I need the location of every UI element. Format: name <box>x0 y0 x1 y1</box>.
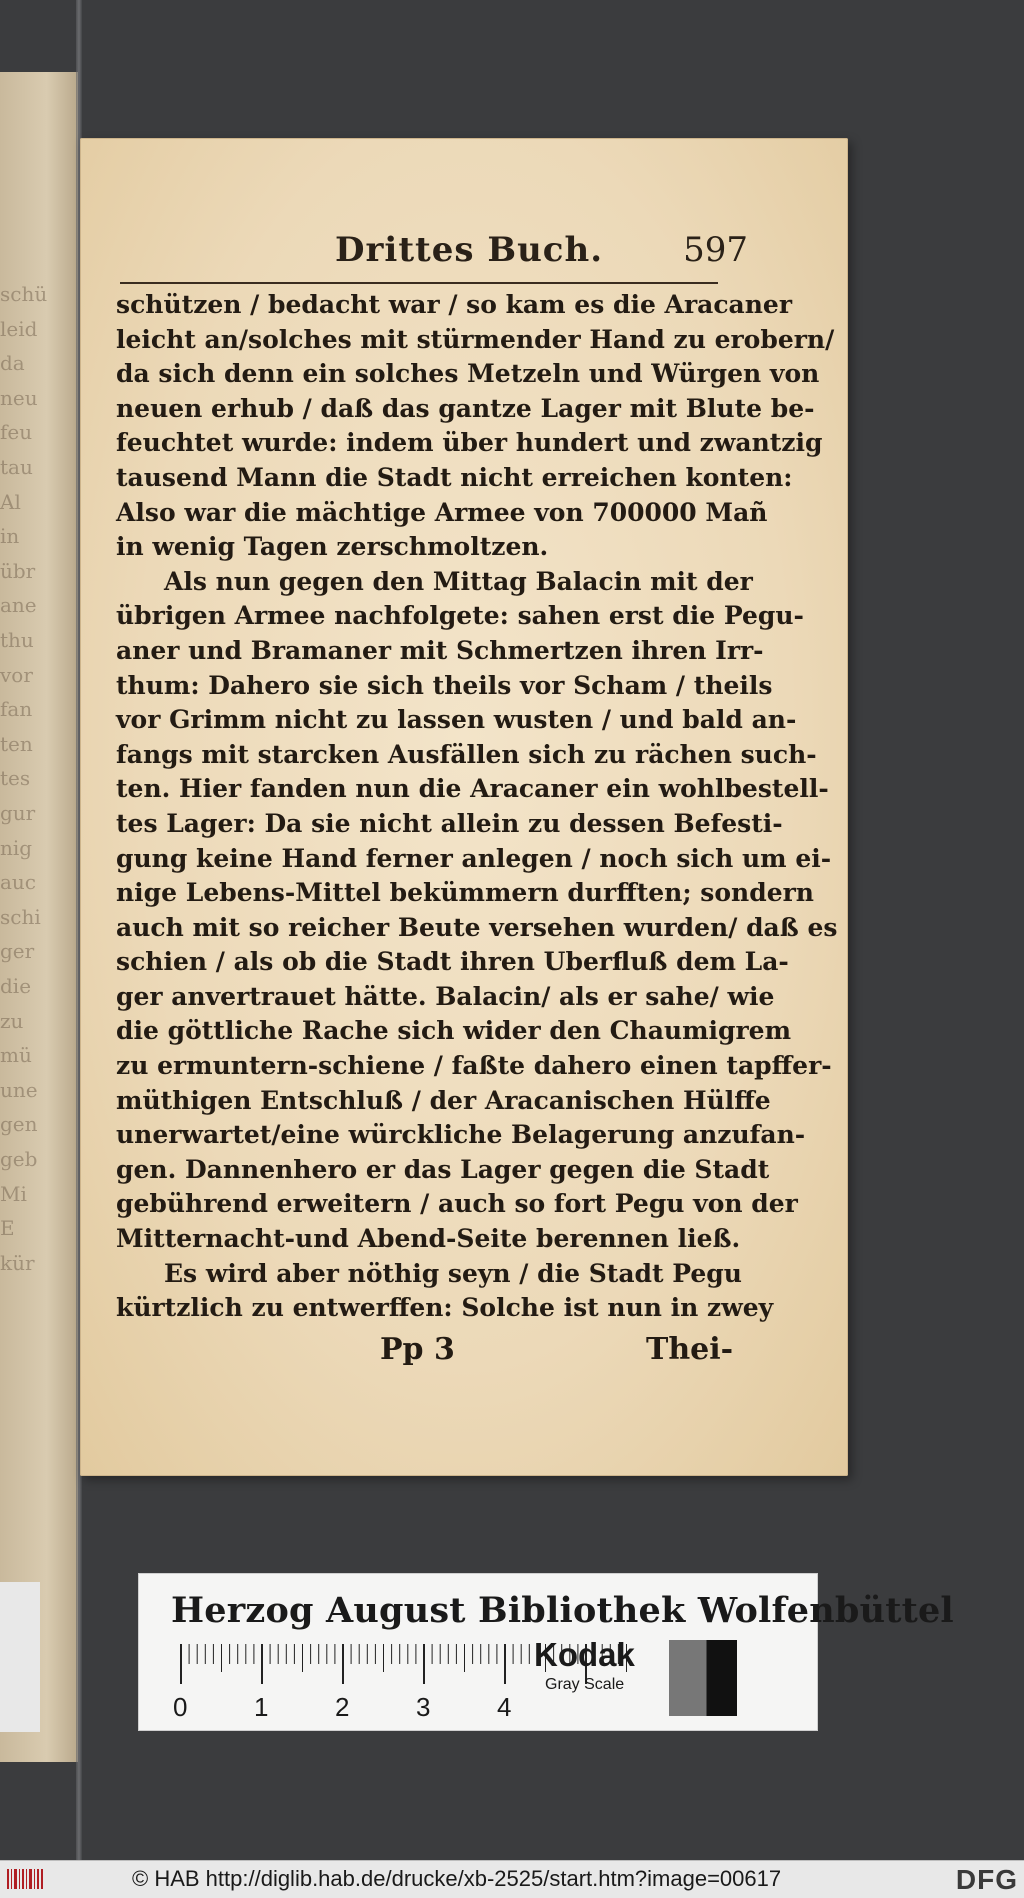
previous-page-text-fragment: geb <box>0 1147 38 1171</box>
gray-scale-patch <box>669 1640 737 1716</box>
previous-page-text-fragment: zu <box>0 1008 24 1033</box>
text-line: Als nun gegen den Mittag Balacin mit der <box>164 566 753 596</box>
previous-page-text-fragment: die <box>0 974 32 998</box>
text-line: gen. Dannenhero er das Lager gegen die Stadt <box>116 1154 770 1184</box>
text-line: gebührend erweitern / auch so fort Pegu von der <box>116 1189 798 1219</box>
text-line: schützen / bedacht war / so kam es die Aracaner <box>116 290 793 319</box>
text-line: ten. Hier fanden nun die Aracaner ein wohlbestell- <box>116 774 829 804</box>
previous-page-text-fragment: schi <box>0 904 41 929</box>
previous-page-text-fragment: kür <box>0 1250 35 1275</box>
previous-page-text-fragment: auc <box>0 870 37 895</box>
text-line: tausend Mann die Stadt nicht erreichen konten: <box>116 462 793 492</box>
text-line: auch mit so reicher Beute versehen wurden/ daß es <box>116 912 838 942</box>
text-line: kürtzlich zu entwerffen: Solche ist nun in zwey <box>116 1293 774 1323</box>
text-line: gung keine Hand ferner anlegen / noch sich um ei- <box>116 843 832 873</box>
ruler-label: 2 <box>335 1692 350 1722</box>
text-line: nige Lebens-Mittel bekümmern durfften; sondern <box>116 878 814 908</box>
previous-page-text-fragment: ane <box>0 593 37 618</box>
ruler-label: 1 <box>254 1692 269 1722</box>
color-target-card <box>138 1573 954 1731</box>
text-line: da sich denn ein solches Metzeln und Würgen von <box>116 359 820 389</box>
text-line: unerwartet/eine würckliche Belagerung anzufan- <box>116 1120 806 1150</box>
previous-page-text-fragment: une <box>0 1077 38 1102</box>
ruler-label: 0 <box>173 1692 188 1722</box>
page-header <box>115 230 748 276</box>
text-line: übrigen Armee nachfolgete: sahen erst die Pegu- <box>116 601 804 631</box>
text-line: müthigen Entschluß / der Aracanischen Hülffe <box>116 1085 771 1115</box>
previous-page-text-fragment: tes <box>0 766 31 791</box>
ruler-label: 3 <box>416 1692 431 1722</box>
source-footer-bar <box>0 1860 1024 1898</box>
text-line: die göttliche Rache sich wider den Chaumigrem <box>116 1016 792 1046</box>
header-rule <box>120 282 718 284</box>
body-text <box>116 288 838 1326</box>
text-line: schien / als ob die Stadt ihren Uberfluß dem La- <box>116 947 789 977</box>
ruler-labels <box>171 1692 651 1722</box>
text-line: thum: Dahero sie sich theils vor Scham / theils <box>116 670 773 700</box>
text-line: leicht an/solches mit stürmender Hand zu erobern/ <box>116 324 835 354</box>
text-line: neuen erhub / daß das gantze Lager mit Blute be- <box>116 393 815 423</box>
previous-page-text-fragment: in <box>0 524 20 549</box>
previous-page-text-fragment: nig <box>0 835 33 860</box>
source-url[interactable]: © HAB http://diglib.hab.de/drucke/xb-2525/start.htm?image=00617 <box>132 1866 782 1891</box>
text-line: tes Lager: Da sie nicht allein zu dessen Befesti- <box>116 808 783 838</box>
previous-page-text-fragment: vor <box>0 662 33 687</box>
text-line: Mitternacht-und Abend-Seite berennen ließ. <box>116 1224 741 1254</box>
gray-scale-label: Gray Scale <box>545 1676 625 1693</box>
library-name: Herzog August Bibliothek Wolfenbüttel <box>171 1590 954 1631</box>
text-line: fangs mit starcken Ausfällen sich zu rächen such- <box>116 739 817 769</box>
previous-page-text-fragment: fan <box>0 697 33 722</box>
previous-page-text-fragment: E <box>0 1216 15 1241</box>
text-line: Also war die mächtige Armee von 700000 Mañ <box>116 497 768 527</box>
text-line: zu ermuntern-schiene / faßte dahero einen tapffer- <box>116 1051 832 1081</box>
previous-color-target-fragment <box>0 1582 40 1732</box>
text-line: Es wird aber nöthig seyn / die Stadt Pegu <box>164 1258 742 1288</box>
text-line: aner und Bramaner mit Schmertzen ihren Irr- <box>116 635 764 665</box>
previous-page-text-fragment: ger <box>0 939 35 964</box>
dfg-logo: DFG <box>955 1864 1018 1895</box>
previous-page-text-fragment: Al <box>0 489 21 514</box>
previous-page-text-fragment: tau <box>0 455 33 479</box>
running-head: Drittes Buch. <box>335 230 604 270</box>
previous-page-text-fragment: gur <box>0 801 36 825</box>
text-line: feuchtet wurde: indem über hundert und zwantzig <box>116 428 823 458</box>
previous-page-text-fragment: leid <box>0 316 38 341</box>
previous-page-text-fragment: schü <box>0 282 48 306</box>
ruler-label: 4 <box>497 1692 512 1722</box>
kodak-brand: Kodak <box>534 1636 635 1673</box>
previous-page-text-fragment: übr <box>0 558 36 583</box>
previous-page-text-fragment: mü <box>0 1043 32 1068</box>
previous-page-text-fragment: Mi <box>0 1181 27 1206</box>
signature-mark: Pp 3 <box>380 1332 455 1367</box>
previous-page-text-fragment: ten <box>0 731 33 756</box>
previous-page-fragment <box>0 72 78 1762</box>
previous-page-text-fragment: neu <box>0 385 38 410</box>
previous-page-text-fragment: da <box>0 351 25 376</box>
catchword: Thei- <box>646 1332 734 1367</box>
book-page <box>80 138 848 1476</box>
text-line: vor Grimm nicht zu lassen wusten / und bald an- <box>116 705 797 735</box>
barcode-icon <box>6 1867 46 1891</box>
text-line: in wenig Tagen zerschmoltzen. <box>116 532 549 562</box>
text-line: ger anvertrauet hätte. Balacin/ als er sahe/ wie <box>116 981 775 1011</box>
previous-page-text-fragment: thu <box>0 628 34 652</box>
page-number: 597 <box>683 230 748 270</box>
previous-page-text-fragment: feu <box>0 420 33 445</box>
previous-page-text-fragment: gen <box>0 1112 38 1137</box>
